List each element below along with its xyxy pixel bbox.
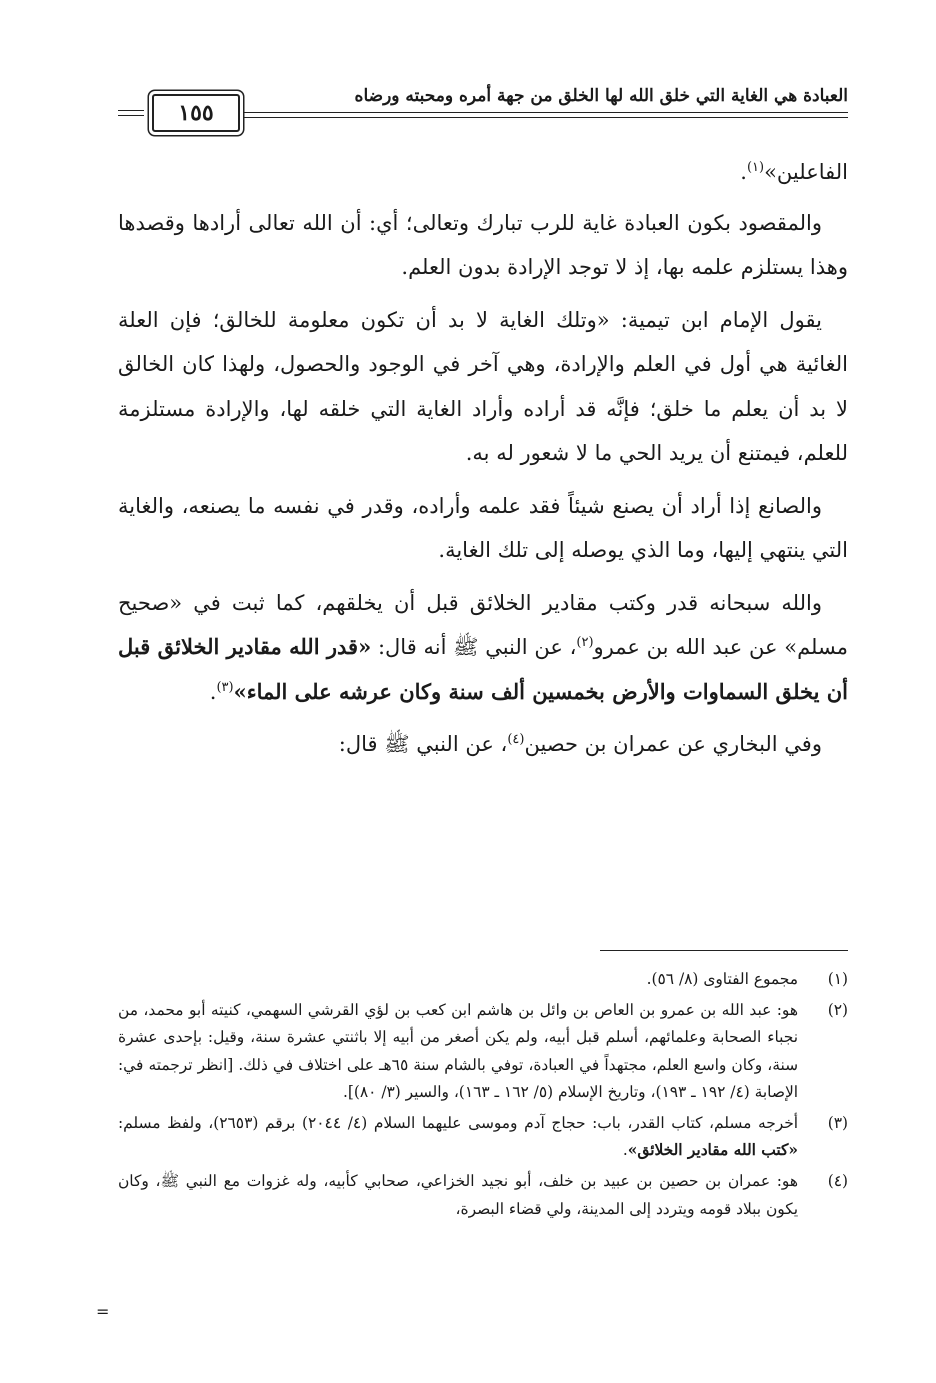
footnote-end: . [622, 1141, 628, 1160]
footnotes [118, 966, 848, 1227]
footnote-number: (٢) [827, 1001, 848, 1020]
footnote-text: هو: عمران بن حصين بن عبيد بن خلف، أبو نجيد الخزاعي، صحابي كأبيه، وله غزوات مع النبي ﷺ، وكان يكون ببلاد قومه ويتردد إلى المدينة، ولي قضاء البصرة، [118, 1172, 798, 1218]
footnote-text: أخرجه مسلم، كتاب القدر، باب: حجاج آدم وموسى عليهما السلام (٤/ ٢٠٤٤) برقم (٢٦٥٣)، ولفظ مسلم: [118, 1114, 799, 1133]
paragraph-4 [118, 581, 848, 715]
footnote-bold-quote: «كتب الله مقادير الخلائق» [627, 1141, 798, 1160]
header-rule-top [242, 112, 848, 113]
footnote-number: (١) [827, 970, 848, 988]
footnote-ref-3: (٣) [216, 679, 234, 695]
text: ، عن النبي ﷺ أنه قال: [377, 635, 577, 659]
paragraph-2: يقول الإمام ابن تيمية: «وتلك الغاية لا بد أن تكون معلومة للخالق؛ فإن العلة الغائية هي أول في العلم والإرادة، وهي آخر في الوجود والحصول، ولهذا كان الخالق لا بد أن يعلم ما خلق؛ فإنَّه قد أراده وأراد الغاية التي خلقه لها، والإرادة مستلزمة للعلم، فيمتنع أن يريد الحي ما لا شعور له به. [118, 307, 848, 465]
text: وفي البخاري عن عمران بن حصين [524, 732, 822, 756]
main-text [118, 150, 848, 775]
footnote-ref-4: (٤) [507, 732, 525, 747]
footnote-4 [118, 1168, 848, 1222]
footnote-number: (٣) [827, 1114, 848, 1133]
text: الفاعلين» [764, 160, 848, 184]
text: . [740, 160, 747, 184]
header-stub-top [118, 110, 144, 111]
paragraph-0 [118, 150, 848, 195]
footnote-1 [118, 966, 848, 993]
header-stub-bottom [118, 115, 144, 116]
footnote-3 [118, 1110, 848, 1164]
text: والله سبحانه قدر وكتب مقادير الخلائق قبل أن يخلقهم، كما ثبت في «صحيح مسلم» عن عبد الله بن عمرو [118, 590, 848, 659]
page-number: ١٥٥ [152, 94, 240, 132]
footnote-number: (٤) [827, 1172, 848, 1191]
hadith-quote: «قدر الله مقادير الخلائق قبل أن يخلق السماوات والأرض بخمسين ألف سنة وكان عرشه على الماء» [118, 634, 848, 704]
text: ، عن النبي ﷺ قال: [338, 732, 508, 756]
paragraph-5 [118, 722, 848, 767]
header-title: العبادة هي الغاية التي خلق الله لها الخلق من جهة أمره ومحبته ورضاه [354, 86, 848, 106]
text: . [209, 679, 217, 704]
footnote-separator [600, 950, 848, 951]
footnote-text: هو: عبد الله بن عمرو بن العاص بن وائل بن هاشم ابن كعب بن لؤي القرشي السهمي، كنيته أبو محمد، من نجباء الصحابة وعلمائهم، أسلم قبل أبيه، ولم يكن أصغر من أبيه إلا باثنتي عشرة سنة، وقيل: بإحدى عشرة سنة، وكان واسع العلم، مجتهداً في العبادة، توفي بالشام سنة ٦٥هـ على اختلاف في ذلك. [انظر ترجمته في: الإصابة (٤/ ١٩٢ ـ ١٩٣)، وتاريخ الإسلام (٥/ ١٦٢ ـ ١٦٣)، والسير (٣/ ٨٠)]. [118, 1001, 799, 1101]
running-header [118, 80, 848, 140]
footnote-2 [118, 997, 848, 1106]
header-rule-bottom [242, 117, 848, 118]
paragraph-3: والصانع إذا أراد أن يصنع شيئاً فقد علمه وأراده، وقدر في نفسه ما يصنعه، والغاية التي ينتهي إليها، وما الذي يوصله إلى تلك الغاية. [118, 493, 848, 562]
paragraph-1: والمقصود بكون العبادة غاية للرب تبارك وتعالى؛ أي: أن الله تعالى أرادها وقصدها وهذا يستلزم علمه بها، إذ لا توجد الإرادة بدون العلم. [118, 210, 848, 279]
footnote-ref-2: (٢) [576, 635, 594, 650]
footnote-ref-1: (١) [746, 160, 765, 175]
continued-mark: = [96, 1302, 110, 1321]
footnote-text: مجموع الفتاوى (٨/ ٥٦). [646, 970, 798, 988]
